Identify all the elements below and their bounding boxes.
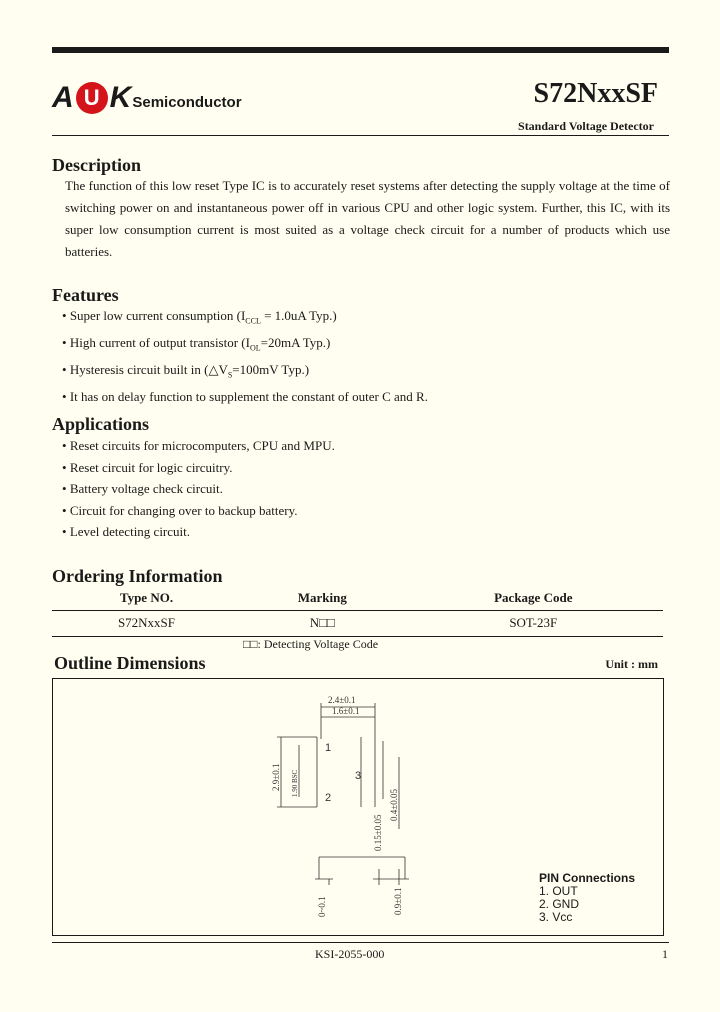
features-heading: Features bbox=[52, 285, 119, 305]
logo-semiconductor: Semiconductor bbox=[132, 93, 242, 111]
applications-list bbox=[62, 435, 335, 543]
applications-heading: Applications bbox=[52, 414, 150, 434]
table-row: S72NxxSF N□□ SOT-23F bbox=[52, 611, 663, 637]
pin-connections bbox=[539, 872, 635, 924]
pin-label: 3 bbox=[355, 770, 362, 782]
application-item: • Battery voltage check circuit. bbox=[62, 478, 335, 500]
logo-letter-k: K bbox=[109, 81, 132, 114]
col-marking: Marking bbox=[241, 588, 404, 611]
col-package-code: Package Code bbox=[404, 588, 663, 611]
dim-lead-thk: 0.15±0.05 bbox=[373, 814, 383, 851]
page-subtitle: Standard Voltage Detector bbox=[518, 119, 654, 133]
feature-item: • Hysteresis circuit built in ($\triangle V_S=100mV$ Typ.) bbox=[62, 359, 428, 386]
outline-heading: Outline Dimensions bbox=[54, 653, 206, 673]
ordering-heading: Ordering Information bbox=[52, 566, 223, 586]
unit-label: Unit : mm bbox=[605, 657, 658, 671]
dim-width-total: 2.4±0.1 bbox=[328, 695, 356, 705]
pin-item: 2. GND bbox=[539, 897, 580, 911]
dim-body-h: 0.9±0.1 bbox=[393, 887, 403, 915]
feature-item: • It has on delay function to supplement the constant of outer C and R. bbox=[62, 386, 428, 408]
top-rule bbox=[52, 47, 669, 53]
col-type-no: Type NO. bbox=[52, 588, 241, 611]
pin-connections-title: PIN Connections bbox=[539, 871, 636, 885]
document-code: KSI-2055-000 bbox=[315, 947, 385, 961]
pin-label: 2 bbox=[325, 792, 332, 804]
feature-item: • High current of output transistor ($I_{OL}=20mA$ Typ.) bbox=[62, 332, 428, 359]
marking-note: □□: Detecting Voltage Code bbox=[243, 637, 379, 651]
logo-letter-u: U bbox=[83, 85, 100, 110]
logo-red-circle bbox=[76, 82, 108, 114]
pin-item: 3. Vcc bbox=[539, 910, 573, 924]
part-number: S72NxxSF bbox=[533, 78, 658, 109]
application-item: • Reset circuits for microcomputers, CPU and MPU. bbox=[62, 435, 335, 457]
pin-label: 1 bbox=[325, 742, 332, 754]
footer-rule bbox=[52, 942, 669, 943]
features-list bbox=[62, 305, 428, 408]
pin-item: 1. OUT bbox=[539, 884, 578, 898]
header-rule bbox=[52, 135, 669, 136]
application-item: • Circuit for changing over to backup battery. bbox=[62, 500, 335, 522]
company-logo bbox=[52, 78, 242, 118]
logo-letter-a: A bbox=[52, 81, 74, 114]
application-item: • Level detecting circuit. bbox=[62, 521, 335, 543]
description-text: The function of this low reset Type IC is to accurately reset systems after detecting the supply voltage at the time of switching power on and instantaneous power off in various CPU and other logic system. Further, this IC, with its super low consumption current is most suited as a voltage check circuit for a number of products which use batteries. bbox=[65, 178, 670, 259]
dim-width-body: 1.6±0.1 bbox=[332, 706, 360, 716]
application-item: • Reset circuit for logic circuitry. bbox=[62, 457, 335, 479]
dim-pitch: 1.90 BSC bbox=[291, 769, 299, 797]
feature-item: • Super low current consumption ($I_{CCL} = 1.0uA$ Typ.) bbox=[62, 305, 428, 332]
dim-lead: 0.4±0.05 bbox=[389, 789, 399, 821]
dim-standoff: 0~0.1 bbox=[317, 896, 327, 917]
description-heading: Description bbox=[52, 155, 141, 175]
dim-height: 2.9±0.1 bbox=[271, 763, 281, 791]
ordering-table bbox=[52, 588, 663, 637]
page-number: 1 bbox=[662, 947, 668, 961]
